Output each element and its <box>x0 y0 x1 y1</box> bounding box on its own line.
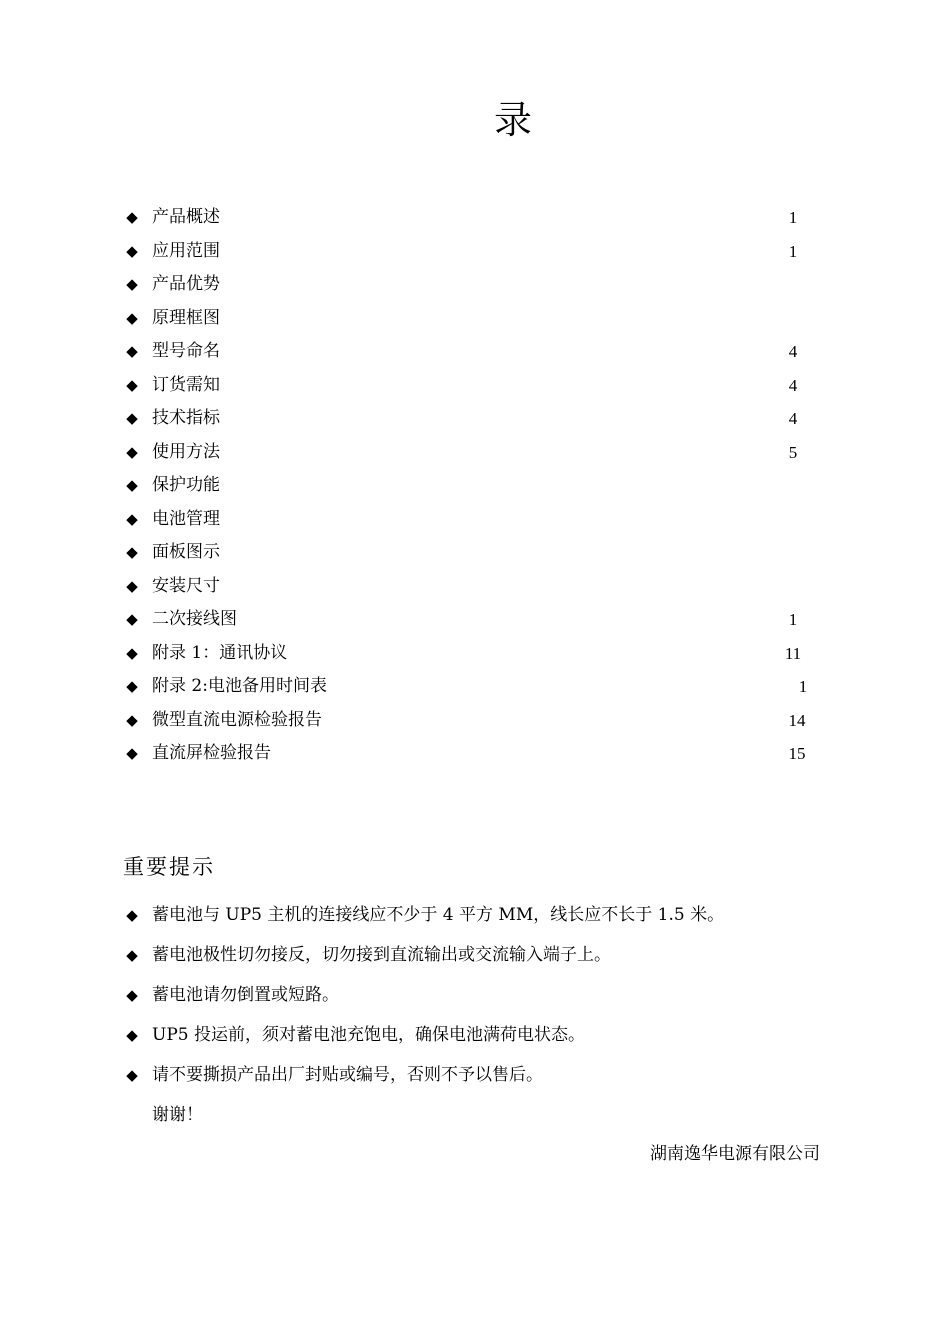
toc-item-page: 1 <box>798 677 808 696</box>
diamond-bullet-icon: ◆ <box>126 1066 138 1084</box>
notice-text: 蓄电池极性切勿接反，切勿接到直流输出或交流输入端子上。 <box>152 945 611 965</box>
diamond-bullet-icon: ◆ <box>126 442 138 461</box>
diamond-bullet-icon: ◆ <box>126 643 138 662</box>
toc-item <box>123 704 823 738</box>
toc-item-label: 型号命名 <box>152 341 220 361</box>
toc-item-page: 4 <box>788 375 798 395</box>
notice-text: 蓄电池与 UP5 主机的连接线应不少于 4 平方 MM，线长应不长于 1.5 米。 <box>152 905 725 925</box>
diamond-bullet-icon: ◆ <box>126 543 138 561</box>
diamond-bullet-icon: ◆ <box>126 986 138 1004</box>
toc-item-label: 产品概述 <box>152 207 220 227</box>
diamond-bullet-icon: ◆ <box>126 677 138 695</box>
page-title: 录 <box>493 98 532 142</box>
diamond-bullet-icon: ◆ <box>126 710 138 729</box>
toc-item-page: 15 <box>788 744 806 763</box>
toc-item-label: 应用范围 <box>152 240 220 261</box>
notice-item <box>123 1015 843 1055</box>
toc-item <box>123 201 823 235</box>
toc-item <box>123 402 823 436</box>
table-of-contents <box>123 201 823 771</box>
toc-item <box>123 369 823 403</box>
toc-item-page: 4 <box>788 342 798 361</box>
toc-item-label: 附录 2:电池备用时间表 <box>152 676 327 696</box>
notice-text: 蓄电池请勿倒置或短路。 <box>152 985 339 1005</box>
toc-item-page: 5 <box>788 442 798 462</box>
toc-item-label: 二次接线图 <box>152 609 237 629</box>
notice-item <box>123 975 843 1015</box>
diamond-bullet-icon: ◆ <box>126 241 138 260</box>
toc-item-page: 11 <box>784 643 802 663</box>
toc-item <box>123 637 823 671</box>
toc-item-label: 保护功能 <box>152 475 220 495</box>
toc-item-page: 4 <box>788 409 798 428</box>
toc-item-page: 1 <box>788 241 798 261</box>
diamond-bullet-icon: ◆ <box>126 1026 138 1044</box>
toc-item <box>123 436 823 470</box>
diamond-bullet-icon: ◆ <box>126 308 138 327</box>
toc-item-label: 订货需知 <box>152 374 220 395</box>
toc-item-label: 面板图示 <box>152 542 220 562</box>
diamond-bullet-icon: ◆ <box>126 342 138 360</box>
toc-item-label: 原理框图 <box>152 307 220 328</box>
toc-item-label: 电池管理 <box>152 508 220 529</box>
toc-item-label: 附录 1：通讯协议 <box>152 642 288 663</box>
toc-item <box>123 503 823 537</box>
toc-item-page: 1 <box>788 610 798 629</box>
thanks-text: 谢谢！ <box>152 1105 203 1125</box>
diamond-bullet-icon: ◆ <box>126 906 138 924</box>
notice-text: 请不要撕损产品出厂封贴或编号，否则不予以售后。 <box>152 1065 543 1085</box>
toc-item <box>123 235 823 269</box>
toc-item <box>123 536 823 570</box>
toc-item-label: 产品优势 <box>152 274 220 294</box>
toc-item <box>123 469 823 503</box>
toc-item-page: 14 <box>788 710 806 730</box>
toc-item <box>123 737 823 771</box>
notice-item <box>123 935 843 975</box>
diamond-bullet-icon: ◆ <box>126 208 138 226</box>
toc-item <box>123 670 823 704</box>
company-name: 湖南逸华电源有限公司 <box>650 1144 820 1164</box>
notice-text: UP5 投运前，须对蓄电池充饱电，确保电池满荷电状态。 <box>152 1025 585 1045</box>
diamond-bullet-icon: ◆ <box>126 509 138 528</box>
notice-item <box>123 895 843 935</box>
notice-item <box>123 1055 843 1095</box>
diamond-bullet-icon: ◆ <box>126 610 138 628</box>
toc-item <box>123 268 823 302</box>
diamond-bullet-icon: ◆ <box>126 409 138 427</box>
diamond-bullet-icon: ◆ <box>126 576 138 595</box>
diamond-bullet-icon: ◆ <box>126 375 138 394</box>
toc-item <box>123 335 823 369</box>
toc-item <box>123 603 823 637</box>
toc-item <box>123 570 823 604</box>
toc-item-label: 直流屏检验报告 <box>152 743 271 763</box>
diamond-bullet-icon: ◆ <box>126 275 138 293</box>
toc-item-label: 微型直流电源检验报告 <box>152 709 322 730</box>
notice-heading: 重要提示 <box>123 855 215 879</box>
diamond-bullet-icon: ◆ <box>126 946 138 964</box>
toc-item <box>123 302 823 336</box>
diamond-bullet-icon: ◆ <box>126 476 138 494</box>
notice-list <box>123 895 843 1095</box>
diamond-bullet-icon: ◆ <box>126 744 138 762</box>
toc-item-label: 技术指标 <box>152 408 220 428</box>
toc-item-label: 使用方法 <box>152 441 220 462</box>
toc-item-label: 安装尺寸 <box>152 575 220 596</box>
toc-item-page: 1 <box>788 208 798 227</box>
